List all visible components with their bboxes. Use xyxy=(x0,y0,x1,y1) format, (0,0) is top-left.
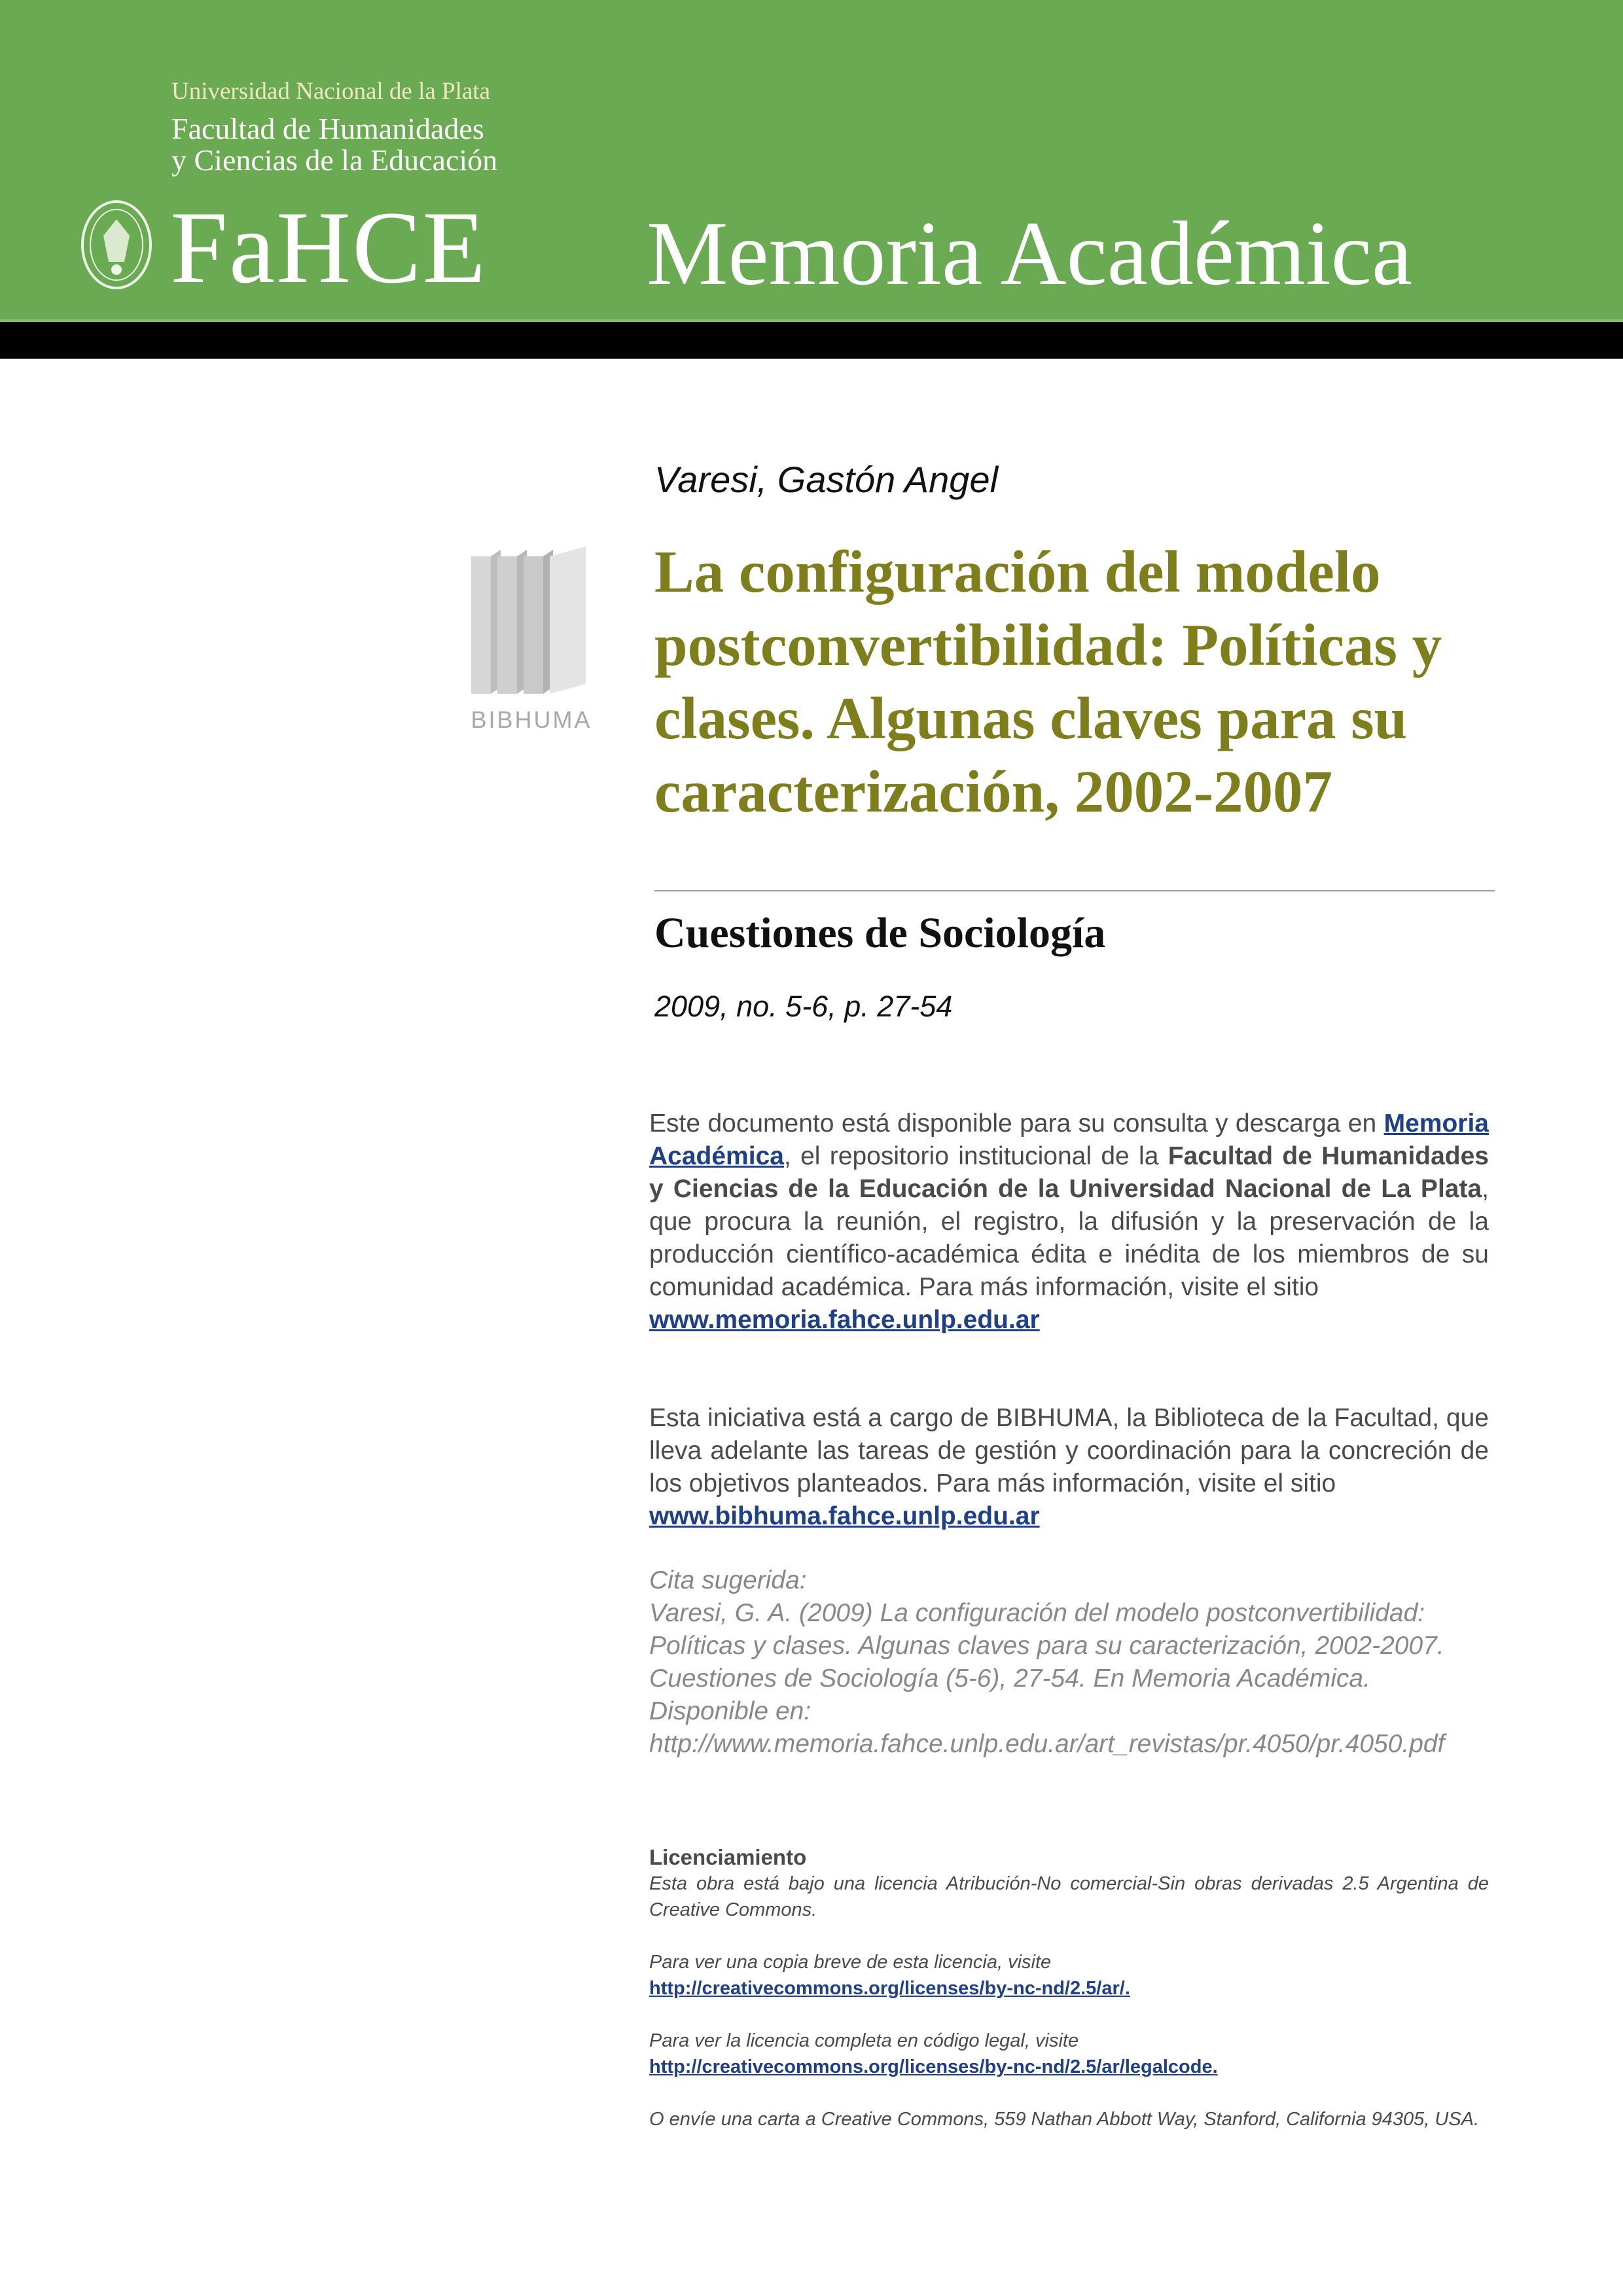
suggested-citation xyxy=(649,1564,1565,1761)
bibhuma-url-link[interactable]: www.bibhuma.fahce.unlp.edu.ar xyxy=(649,1502,1040,1530)
repository-name: Memoria Académica xyxy=(647,203,1413,304)
license-short-text: Para ver una copia breve de esta licencia, visite xyxy=(649,1952,1052,1973)
license-full-link[interactable]: http://creativecommons.org/licenses/by-nc-nd/2.5/ar/legalcode. xyxy=(649,2056,1218,2077)
availability-text-b: , el repositorio institucional de la xyxy=(783,1142,1168,1170)
faculty-bold-text: Facultad de Humanidades y Ciencias de la Educación de la Universidad Nacional de La Plata xyxy=(649,1142,1489,1203)
availability-text-c: , que procura la reunión, el registro, la difusión y la preservación de la producción científico-académica édita e inédita de los miembros de su comunidad académica. Para más información, visite el sitio xyxy=(649,1175,1489,1301)
availability-paragraph xyxy=(649,1107,1489,1336)
bibhuma-text: Esta iniciativa está a cargo de BIBHUMA, la Biblioteca de la Facultad, que lleva adelante las tareas de gestión y coordinación para la concreción de los objetivos planteados. Para más información, visite el sitio xyxy=(649,1404,1489,1498)
license-heading: Licenciamiento xyxy=(649,1845,807,1869)
title-divider xyxy=(654,890,1495,891)
faculty-name-line2: y Ciencias de la Educación xyxy=(171,143,498,177)
citation-line: Varesi, G. A. (2009) La configuración del modelo postconvertibilidad: xyxy=(649,1599,1425,1627)
citation-line: Disponible en: xyxy=(649,1697,812,1725)
citation-url: http://www.memoria.fahce.unlp.edu.ar/art_revistas/pr.4050/pr.4050.pdf xyxy=(649,1730,1445,1758)
header-banner xyxy=(0,0,1623,322)
citation-line: Políticas y clases. Algunas claves para su caracterización, 2002-2007. xyxy=(649,1632,1444,1660)
university-seal-icon xyxy=(77,196,156,293)
fahce-logo-text: FaHCE xyxy=(170,190,487,305)
bibhuma-logo-label: BIBHUMA xyxy=(471,706,592,733)
author-name: Varesi, Gastón Angel xyxy=(654,459,999,500)
memoria-url-link[interactable]: www.memoria.fahce.unlp.edu.ar xyxy=(649,1306,1040,1334)
journal-name: Cuestiones de Sociología xyxy=(654,909,1106,957)
license-short-link[interactable]: http://creativecommons.org/licenses/by-nc-nd/2.5/ar/. xyxy=(649,1978,1130,1999)
publication-info: 2009, no. 5-6, p. 27-54 xyxy=(654,990,953,1023)
license-text: Esta obra está bajo una licencia Atribución-No comercial-Sin obras derivadas 2.5 Argentina de Creative Commons. xyxy=(649,1873,1489,1920)
license-full-text: Para ver la licencia completa en código legal, visite xyxy=(649,2030,1079,2051)
license-address-text: O envíe una carta a Creative Commons, 559 Nathan Abbott Way, Stanford, California 94305, USA. xyxy=(649,2109,1480,2130)
bibhuma-books-logo-icon xyxy=(461,543,602,740)
availability-text-a: Este documento está disponible para su consulta y descarga en xyxy=(649,1109,1384,1138)
document-title: La configuración del modelo postconvertibilidad: Políticas y clases. Algunas claves para su caracterización, 2002-2007 xyxy=(654,539,1442,825)
header-black-bar xyxy=(0,322,1623,359)
citation-line: Cuestiones de Sociología (5-6), 27-54. En Memoria Académica. xyxy=(649,1664,1370,1693)
university-name: Universidad Nacional de la Plata xyxy=(171,78,490,105)
faculty-name-line1: Facultad de Humanidades xyxy=(171,112,484,145)
citation-label: Cita sugerida: xyxy=(649,1566,807,1594)
license-section xyxy=(649,1844,1489,2132)
bibhuma-paragraph xyxy=(649,1402,1489,1533)
memoria-academica-link[interactable]: Memoria Académica xyxy=(649,1109,1489,1170)
